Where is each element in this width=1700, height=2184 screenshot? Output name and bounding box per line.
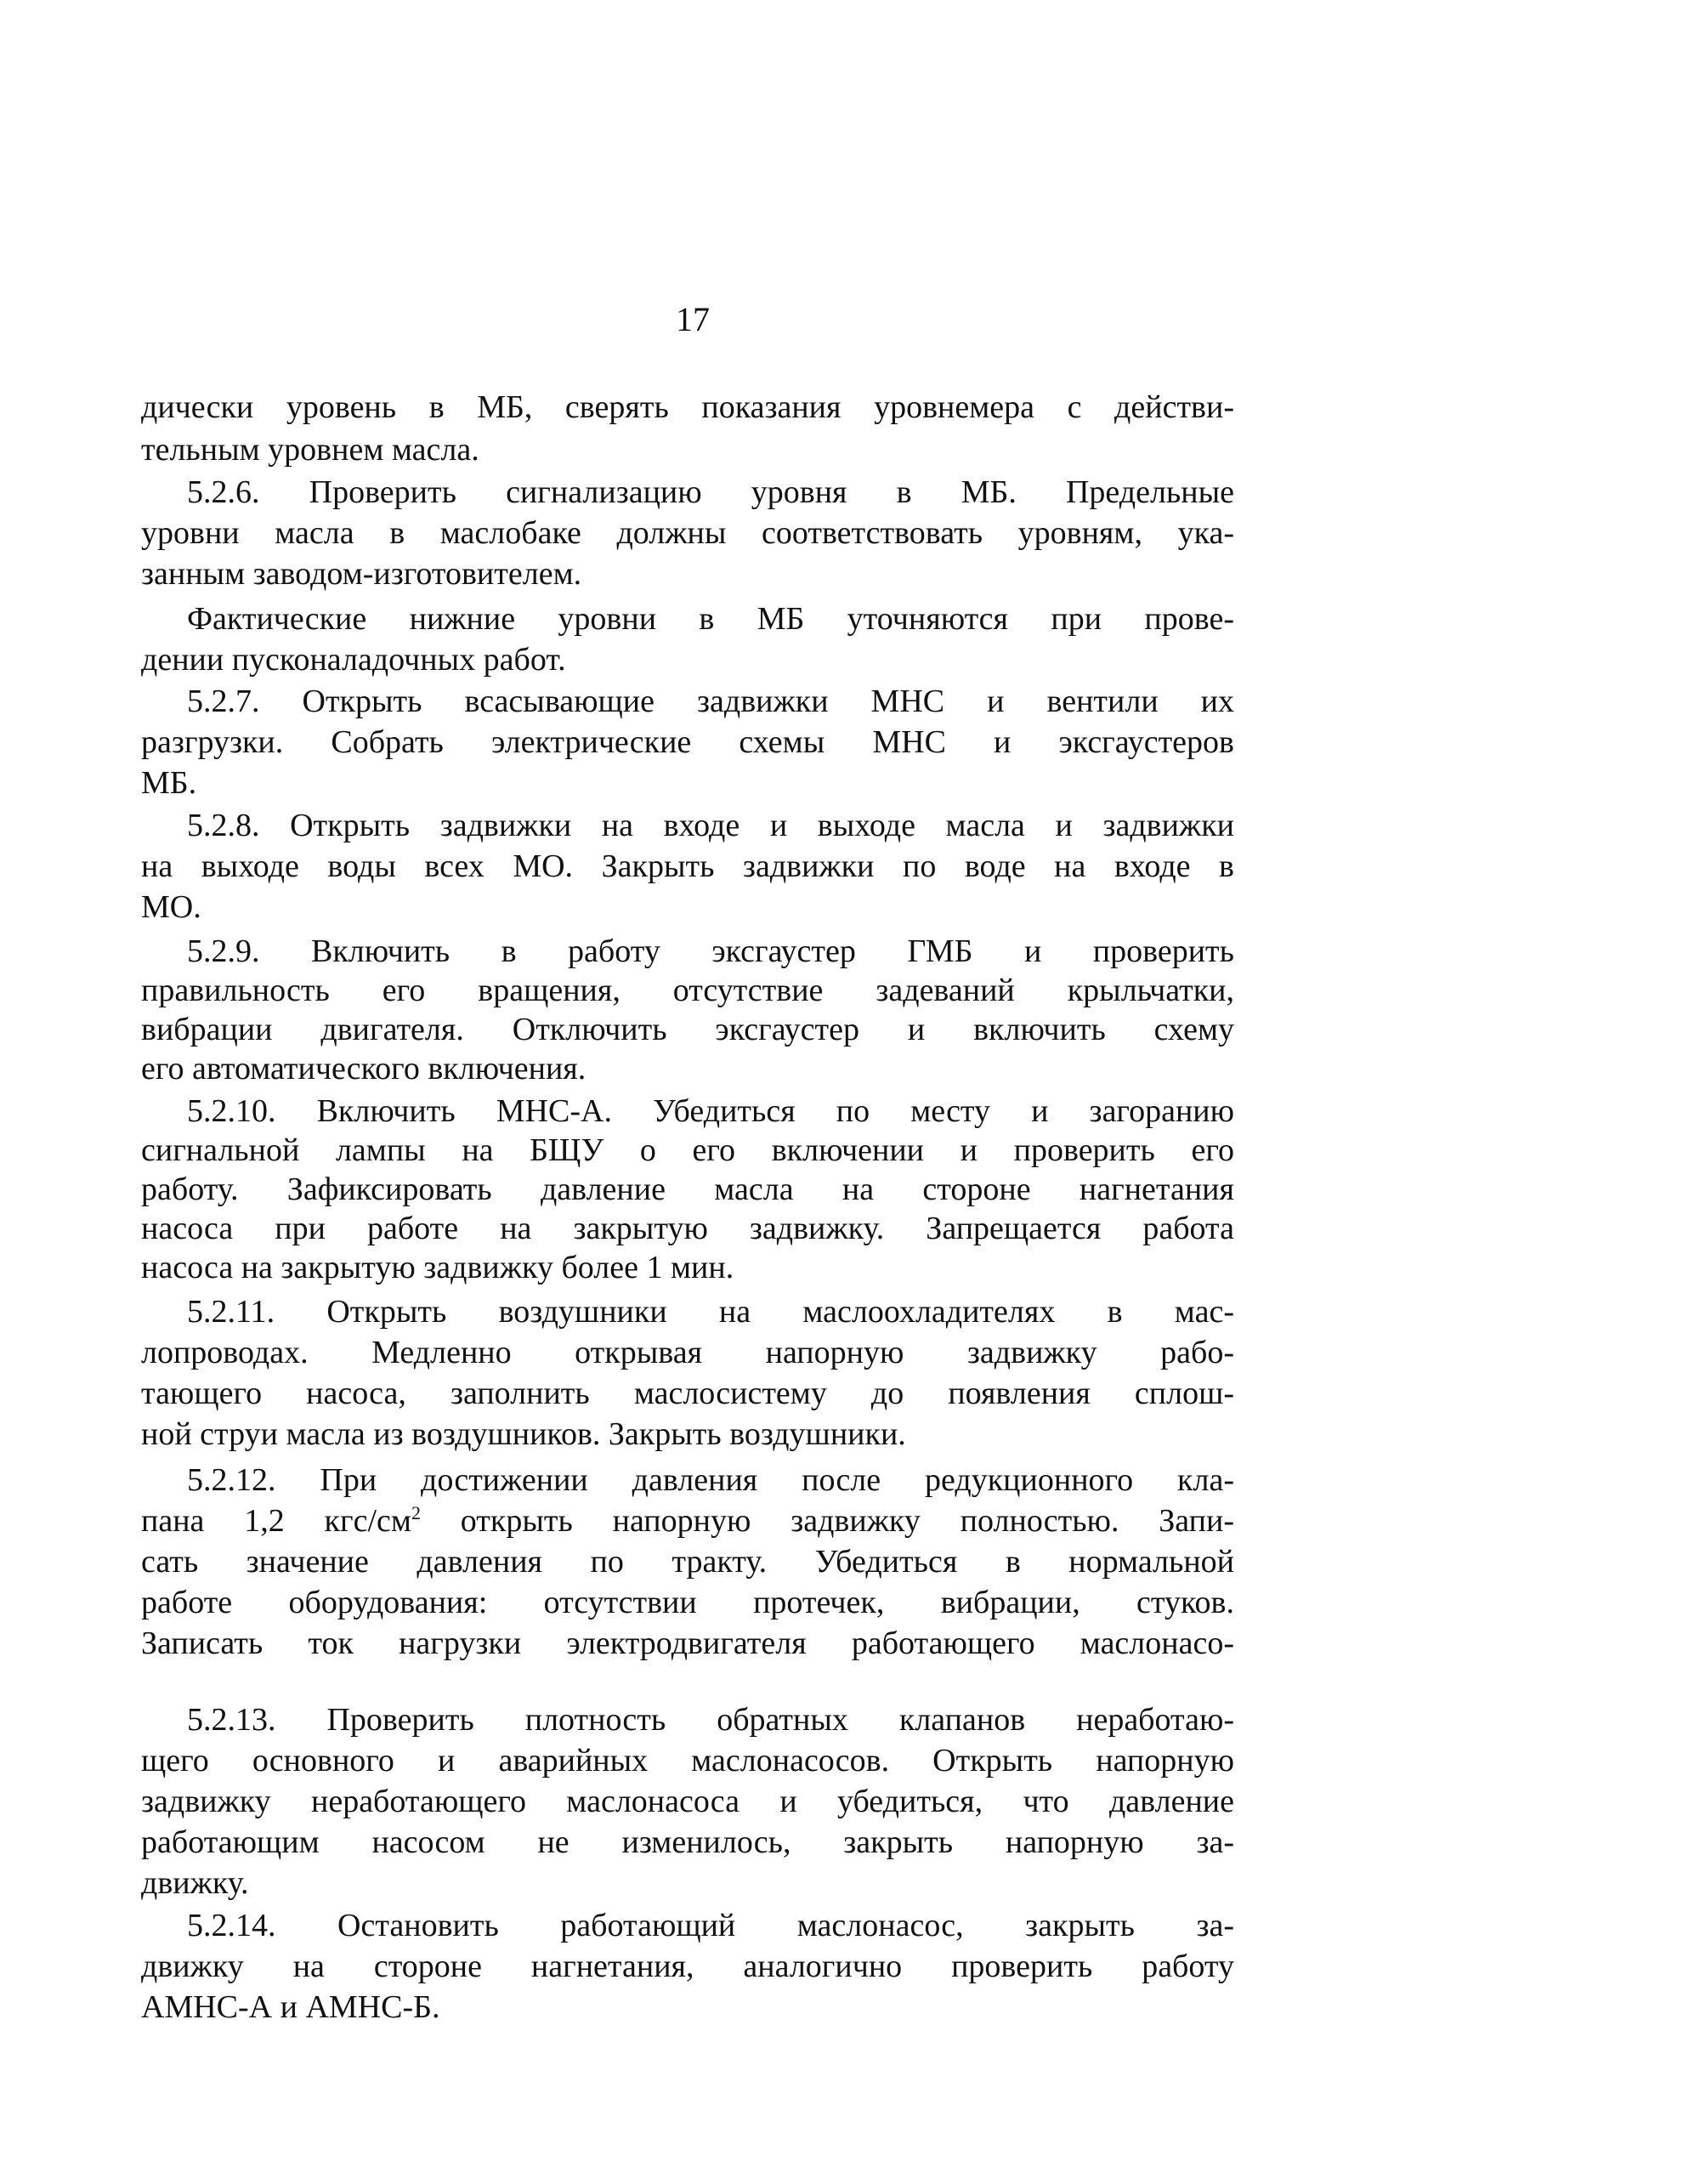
text-line: АМНС-А и АМНС-Б. — [141, 1989, 440, 2025]
text-line — [141, 1501, 1234, 1540]
clause-5-2-8: 5.2.8. Открыть задвижки на входе и выходе масла и задвижки — [187, 808, 1234, 843]
text-line: разгрузки. Собрать электрические схемы МНС и эксгаустеров — [141, 724, 1234, 760]
text-line: его автоматического включения. — [141, 1051, 586, 1086]
text-line: движку. — [141, 1865, 249, 1901]
text-line: сать значение давления по тракту. Убедиться в нормальной — [141, 1544, 1234, 1580]
text-line: насоса на закрытую задвижку более 1 мин. — [141, 1250, 734, 1285]
text-fragment: пана 1,2 кгс/см — [141, 1503, 411, 1539]
text-line: МО. — [141, 889, 201, 925]
clause-5-2-12: 5.2.12. При достижении давления после редукционного кла- — [187, 1462, 1234, 1498]
text-line: тельным уровнем масла. — [141, 432, 479, 468]
text-line: лопроводах. Медленно открывая напорную задвижку рабо- — [141, 1335, 1234, 1370]
text-line: уровни масла в маслобаке должны соответствовать уровням, ука- — [141, 515, 1234, 551]
text-line: работающим насосом не изменилось, закрыть напорную за- — [141, 1824, 1234, 1860]
page-number: 17 — [676, 300, 710, 338]
text-line: задвижку неработающего маслонасоса и убедиться, что давление — [141, 1784, 1234, 1819]
text-fragment: открыть напорную задвижку полностью. Запи- — [420, 1503, 1234, 1539]
text-line: на выходе воды всех МО. Закрыть задвижки по воде на входе в — [141, 848, 1234, 884]
text-line: Фактические нижние уровни в МБ уточняются при прове- — [187, 601, 1234, 637]
text-line: сигнальной лампы на БЩУ о его включении и проверить его — [141, 1132, 1234, 1168]
text-line: дически уровень в МБ, сверять показания уровнемера с действи- — [141, 389, 1234, 425]
clause-5-2-10: 5.2.10. Включить МНС-А. Убедиться по месту и загоранию — [187, 1093, 1234, 1129]
text-line: работе оборудования: отсутствии протечек, вибрации, стуков. — [141, 1585, 1234, 1620]
text-line: работу. Зафиксировать давление масла на стороне нагнетания — [141, 1171, 1234, 1207]
text-line: насоса при работе на закрытую задвижку. Запрещается работа — [141, 1211, 1234, 1246]
text-line: вибрации двигателя. Отключить эксгаустер и включить схему — [141, 1012, 1234, 1047]
text-line: ной струи масла из воздушников. Закрыть воздушники. — [141, 1416, 906, 1452]
text-line: занным заводом-изготовителем. — [141, 556, 582, 592]
clause-5-2-13: 5.2.13. Проверить плотность обратных клапанов неработаю- — [187, 1702, 1234, 1738]
clause-5-2-11: 5.2.11. Открыть воздушники на маслоохладителях в мас- — [187, 1294, 1234, 1330]
text-line: правильность его вращения, отсутствие задеваний крыльчатки, — [141, 973, 1234, 1008]
text-line: Записать ток нагрузки электродвигателя работающего маслонасо- — [141, 1625, 1234, 1661]
text-line: дении пусконаладочных работ. — [141, 642, 566, 678]
text-line: щего основного и аварийных маслонасосов. Открыть напорную — [141, 1743, 1234, 1778]
clause-5-2-7: 5.2.7. Открыть всасывающие задвижки МНС и вентили их — [187, 684, 1234, 719]
text-line: тающего насоса, заполнить маслосистему до появления сплош- — [141, 1376, 1234, 1411]
clause-5-2-6: 5.2.6. Проверить сигнализацию уровня в МБ. Предельные — [187, 474, 1234, 510]
text-line: движку на стороне нагнетания, аналогично проверить работу — [141, 1949, 1234, 1984]
superscript: 2 — [411, 1502, 421, 1523]
clause-5-2-9: 5.2.9. Включить в работу эксгаустер ГМБ и проверить — [187, 933, 1234, 969]
clause-5-2-14: 5.2.14. Остановить работающий маслонасос, закрыть за- — [187, 1908, 1234, 1943]
text-line: МБ. — [141, 765, 197, 801]
